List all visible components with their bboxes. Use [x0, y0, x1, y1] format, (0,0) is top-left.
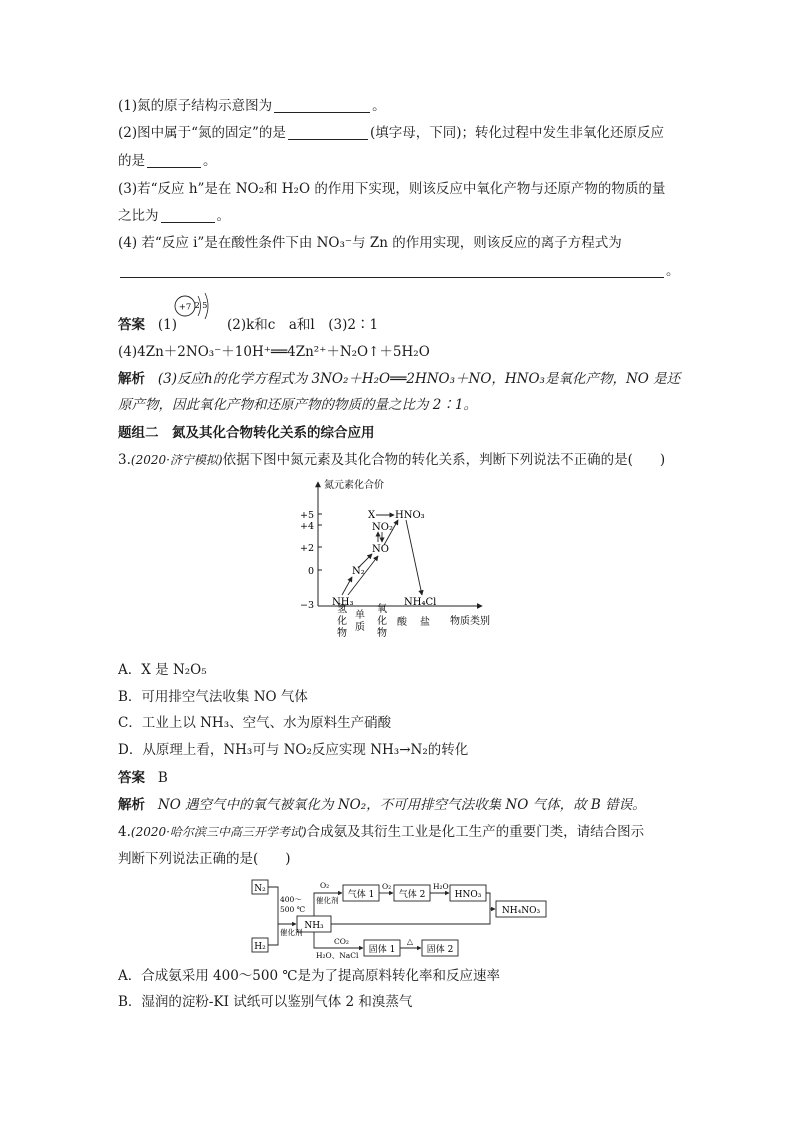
option-a: A．合成氨采用 400～500 ℃是为了提高原料转化率和反应速率	[118, 968, 500, 984]
node-hno3: HNO₃	[395, 510, 425, 521]
flow-h2o: H₂O	[433, 882, 449, 891]
flow-condition: 500 ℃	[280, 905, 306, 914]
question-line: 的是 。	[118, 153, 217, 169]
y-tick-label: −3	[299, 600, 314, 611]
y-tick-label: 0	[307, 566, 314, 577]
flow-hno3: HNO₃	[454, 890, 482, 900]
analysis-line: 解析 (3)反应h的化学方程式为 3NO₂＋H₂O══2HNO₃＋NO，HNO₃是氧化产物，NO 是还	[118, 371, 681, 387]
flow-condition: 催化剂	[280, 928, 303, 937]
flow-gas2: 气体 2	[398, 890, 426, 900]
y-tick-label: +5	[299, 510, 314, 521]
x-category: 氢化物	[334, 603, 346, 639]
flow-nh3: NH₃	[304, 921, 324, 931]
x-axis-title: 物质类别	[450, 616, 490, 627]
x-category: 酸	[394, 616, 406, 626]
answer-blank	[120, 263, 664, 278]
flow-h2o-nacl: H₂O、NaCl	[316, 951, 359, 960]
flow-co2: CO₂	[334, 937, 349, 946]
analysis-line: 解析 NO 遇空气中的氧气被氧化为 NO₂，不可用排空气法收集 NO 气体，故 B 错误。	[118, 797, 646, 813]
answer-blank	[288, 125, 368, 140]
x-category: 单质	[352, 609, 364, 633]
flow-gas1: 气体 1	[347, 890, 375, 900]
node-nh4cl: NH₄Cl	[404, 597, 437, 608]
option-b: B．湿润的淀粉-KI 试纸可以鉴别气体 2 和溴蒸气	[118, 994, 413, 1010]
nitrogen-atom-diagram	[170, 292, 222, 334]
option-d: D．从原理上看，NH₃可与 NO₂反应实现 NH₃→N₂的转化	[118, 742, 469, 758]
svg-text:2 5: 2 5	[194, 301, 208, 310]
question-line: (1)氮的原子结构示意图为 。	[118, 98, 386, 114]
node-n2: N₂	[352, 566, 365, 577]
question-line: (3)若“反应 h”是在 NO₂和 H₂O 的作用下实现，则该反应中氧化产物与还原产物的物质的量	[118, 181, 666, 197]
question-line: 之比为 。	[118, 208, 230, 224]
answer-parts: (2)k和c a和l (3)2∶1	[227, 317, 379, 333]
question-line: 。	[118, 262, 680, 280]
x-category: 氧化物	[374, 603, 386, 639]
question-line: (4) 若“反应 i”是在酸性条件下由 NO₃⁻与 Zn 的作用实现，则该反应的离子方程式为	[118, 235, 622, 251]
flow-h2: H₂	[254, 942, 266, 952]
nitrogen-valence-diagram	[292, 474, 502, 652]
y-axis-title: 氮元素化合价	[324, 480, 384, 491]
answer-blank	[274, 98, 370, 113]
flow-o2: O₂	[382, 882, 392, 891]
flow-condition: 400～	[280, 895, 302, 904]
flow-n2: N₂	[254, 884, 266, 894]
answer-line: 答案 (1)	[118, 317, 177, 333]
flow-catalyst: 催化剂	[316, 896, 339, 905]
option-b: B．可用排空气法收集 NO 气体	[118, 689, 308, 705]
flow-solid2: 固体 2	[426, 945, 454, 955]
answer-blank	[161, 208, 215, 223]
x-category: 盐	[417, 616, 429, 626]
flow-o2: O₂	[320, 881, 330, 890]
flow-nh4no3: NH₄NO₃	[501, 906, 541, 916]
node-no2: NO₂	[372, 522, 393, 533]
question-stem: 4.(2020·哈尔滨三中高三开学考试)合成氨及其衍生工业是化工生产的重要门类，请结合图示	[118, 824, 645, 840]
option-c: C．工业上以 NH₃、空气、水为原料生产硝酸	[118, 715, 392, 731]
answer-line: 答案 B	[118, 770, 168, 786]
node-x: X	[368, 510, 376, 521]
node-no: NO	[372, 544, 389, 555]
question-stem: 3.(2020·济宁模拟)依据下图中氮元素及其化合物的转化关系，判断下列说法不正确的是( )	[118, 452, 666, 468]
answer-equation: (4)4Zn＋2NO₃⁻＋10H⁺══4Zn²⁺＋N₂O↑＋5H₂O	[118, 344, 430, 360]
question-line: (2)图中属于“氮的固定”的是 (填字母，下同)；转化过程中发生非氧化还原反应	[118, 125, 664, 141]
y-tick-label: +4	[299, 521, 314, 532]
analysis-line: 原产物，因此氧化产物和还原产物的物质的量之比为 2∶1。	[118, 397, 477, 413]
flow-heat: △	[406, 937, 414, 946]
node-nh3: NH₃	[332, 597, 354, 608]
section-heading: 题组二 氮及其化合物转化关系的综合应用	[118, 425, 375, 441]
y-tick-label: +2	[299, 543, 314, 554]
flow-solid1: 固体 1	[368, 945, 396, 955]
svg-text:+7: +7	[178, 302, 192, 313]
answer-blank	[147, 153, 201, 168]
option-a: A．X 是 N₂O₅	[118, 662, 207, 678]
ammonia-flow-diagram	[250, 874, 550, 960]
question-stem: 判断下列说法正确的是( )	[118, 851, 291, 867]
